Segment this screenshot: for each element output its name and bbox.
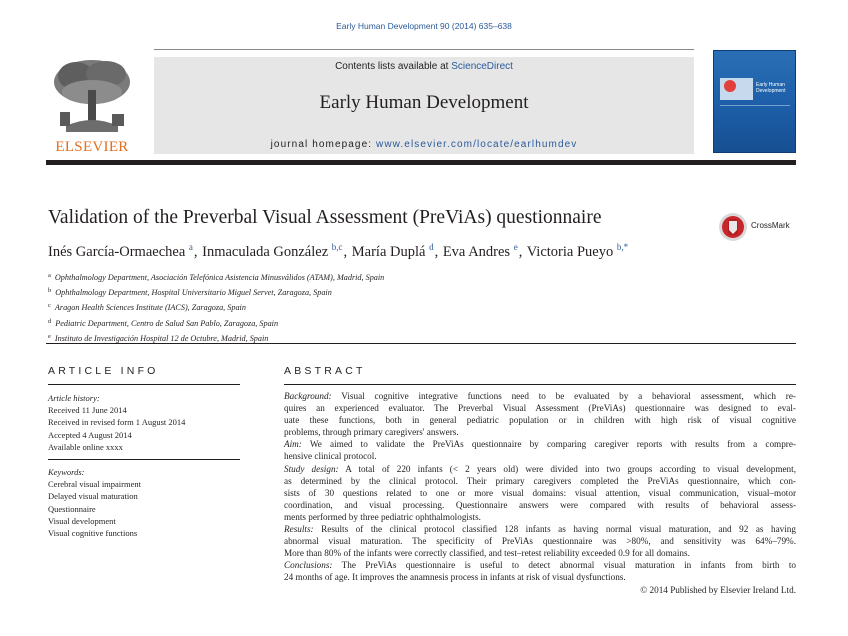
background-label: Background:: [284, 391, 332, 401]
keyword-item[interactable]: Visual cognitive functions: [48, 528, 138, 539]
affiliation-text: Pediatric Department, Centro de Salud San Pablo, Zaragoza, Spain: [55, 318, 279, 328]
article-info-rule: [48, 384, 240, 385]
abstract-line: [284, 438, 796, 450]
journal-cover-thumbnail[interactable]: [713, 50, 796, 153]
cover-title: Early Human Development: [756, 82, 786, 94]
keywords-rule: [48, 459, 240, 460]
author-affiliation-marker[interactable]: d: [429, 242, 434, 252]
affiliation-marker: c: [48, 302, 51, 310]
abstract-line: sists of 30 questions related to one or more visual domains: visual attention, visual communication, visual–motor: [284, 487, 796, 498]
contents-prefix: Contents lists available at: [335, 61, 452, 72]
affiliation-item: [48, 269, 384, 284]
journal-citation[interactable]: Early Human Development 90 (2014) 635–638: [336, 21, 512, 31]
affiliation-marker: d: [48, 317, 52, 325]
article-history: [48, 392, 185, 453]
keyword-item[interactable]: Cerebral visual impairment: [48, 479, 141, 490]
affiliation-marker: b: [48, 287, 52, 295]
keywords-label: Keywords:: [48, 467, 85, 477]
abstract-line: quires an experienced evaluator. The Preverbal Visual Assessment (PreViAs) questionnaire was designed to eval-: [284, 403, 796, 414]
aim-label: Aim:: [284, 439, 302, 450]
affiliation-text: Ophthalmology Department, Hospital Universitario Miguel Servet, Zaragoza, Spain: [55, 288, 332, 298]
abstract-line: hensive clinical protocol.: [284, 451, 377, 462]
crossmark-label[interactable]: CrossMark: [751, 221, 790, 230]
crossmark-icon[interactable]: [718, 212, 748, 242]
homepage-link[interactable]: www.elsevier.com/locate/earlhumdev: [376, 139, 578, 150]
keyword-item[interactable]: Visual development: [48, 515, 116, 526]
keywords-section: [48, 466, 141, 539]
history-entry: Accepted 4 August 2014: [48, 429, 132, 440]
abstract-line: uate these functions, both in general pediatric population or in children with high risk of visual cognitive: [284, 415, 796, 426]
abstract-body: [284, 390, 796, 596]
contents-line: [154, 61, 694, 72]
section-divider: [46, 343, 796, 344]
copyright-notice: © 2014 Published by Elsevier Ireland Ltd.: [640, 584, 796, 595]
keyword-item[interactable]: Questionnaire: [48, 503, 96, 514]
abstract-line: ments performed by three pediatric ophthalmologists.: [284, 511, 481, 522]
history-entry: Available online xxxx: [48, 441, 123, 452]
affiliation-text: Instituto de Investigación Hospital 12 de Octubre, Madrid, Spain: [54, 333, 269, 343]
author-name[interactable]: Eva Andres: [442, 244, 511, 260]
affiliation-list: [48, 269, 384, 345]
abstract-line: [284, 559, 796, 571]
abstract-text: A total of 220 infants (< 2 years old) were divided into two groups according to visual development,: [338, 463, 796, 474]
abstract-heading: ABSTRACT: [284, 365, 366, 377]
abstract-line: 24 months of age. It improves the anamnesis process in infants at risk of visual dysfunctions.: [284, 572, 626, 583]
elsevier-wordmark: ELSEVIER: [55, 139, 129, 155]
abstract-line: abnormal visual maturation. The specificity of PreViAs questionnaire was >80%, and sensitivity was 64%–79%.: [284, 536, 796, 547]
abstract-text: Visual cognitive integrative functions need to be evaluated by a behavioral assessment, which re-: [331, 391, 796, 401]
affiliation-marker: e: [48, 332, 51, 340]
author-name[interactable]: Victoria Pueyo: [526, 244, 614, 260]
elsevier-tree-icon: [46, 56, 138, 136]
abstract-text: We aimed to validate the PreViAs questionnaire by comparing caregiver reports with results from a compre-: [301, 439, 796, 450]
abstract-line: as determined by the clinical protocol. Their primary caregivers completed the PreViAs questionnaire, which con-: [284, 475, 796, 486]
affiliation-text: Ophthalmology Department, Asociación Telefónica Asistencia Minusválidos (ATAM), Madrid, Spain: [54, 273, 385, 282]
abstract-line: [284, 523, 796, 535]
author-name[interactable]: María Duplá: [351, 244, 426, 260]
abstract-line: coordination, and visual processing. Questionnaire answers were compared with results of behavioral assess-: [284, 499, 796, 510]
affiliation-item: [48, 284, 384, 299]
homepage-prefix: journal homepage:: [270, 139, 377, 150]
keyword-item[interactable]: Delayed visual maturation: [48, 491, 138, 502]
cover-divider: [720, 105, 790, 106]
author-name[interactable]: Inmaculada González: [202, 244, 329, 260]
elsevier-logo[interactable]: [46, 56, 138, 156]
abstract-text: The PreViAs questionnaire is useful to detect abnormal visual maturation in infants from birth to: [332, 560, 796, 571]
abstract-text: Results of the clinical protocol classified 128 infants as having normal visual maturation, and 92 as having: [313, 524, 796, 535]
article-history-label: Article history:: [48, 393, 100, 403]
article-info-heading: ARTICLE INFO: [48, 365, 159, 377]
author-list: Inés García-Ormaechea $^a$, Inmaculada González $^{b,c}$, María Duplá $^d$, Eva Andres $^e$, Victoria Pueyo $^{b,*}$: [48, 242, 629, 260]
study-design-label: Study design:: [284, 463, 339, 474]
journal-title: Early Human Development: [319, 92, 529, 113]
author-affiliation-marker[interactable]: a: [188, 242, 193, 252]
affiliation-text: Aragon Health Sciences Institute (IACS), Zaragoza, Spain: [54, 303, 246, 313]
affiliation-item: [48, 299, 384, 314]
author-affiliation-marker[interactable]: b,c: [331, 242, 343, 252]
conclusions-label: Conclusions:: [284, 560, 333, 571]
history-entry: Received 11 June 2014: [48, 405, 127, 416]
author-name[interactable]: Inés García-Ormaechea: [48, 244, 186, 260]
abstract-line: More than 80% of the infants were correctly classified, and test–retest reliability exceeded 0.9 for all domains.: [284, 548, 690, 559]
affiliation-item: [48, 315, 384, 330]
journal-masthead: [154, 57, 694, 154]
abstract-line: [284, 390, 796, 402]
history-entry: Received in revised form 1 August 2014: [48, 417, 186, 428]
author-affiliation-marker[interactable]: b,*: [616, 242, 629, 252]
abstract-line: problems, through primary caregivers' answers.: [284, 427, 459, 438]
results-label: Results:: [284, 524, 314, 535]
author-affiliation-marker[interactable]: e: [513, 242, 518, 252]
header-thick-rule: [46, 160, 796, 165]
header-divider: [154, 49, 694, 50]
sciencedirect-link[interactable]: ScienceDirect: [451, 61, 513, 72]
article-title: Validation of the Preverbal Visual Assessment (PreViAs) questionnaire: [48, 207, 602, 228]
journal-homepage: [154, 139, 694, 150]
abstract-rule: [284, 384, 796, 385]
abstract-line: [284, 463, 796, 475]
affiliation-marker: a: [48, 272, 51, 279]
cover-logo-icon: [724, 80, 736, 92]
